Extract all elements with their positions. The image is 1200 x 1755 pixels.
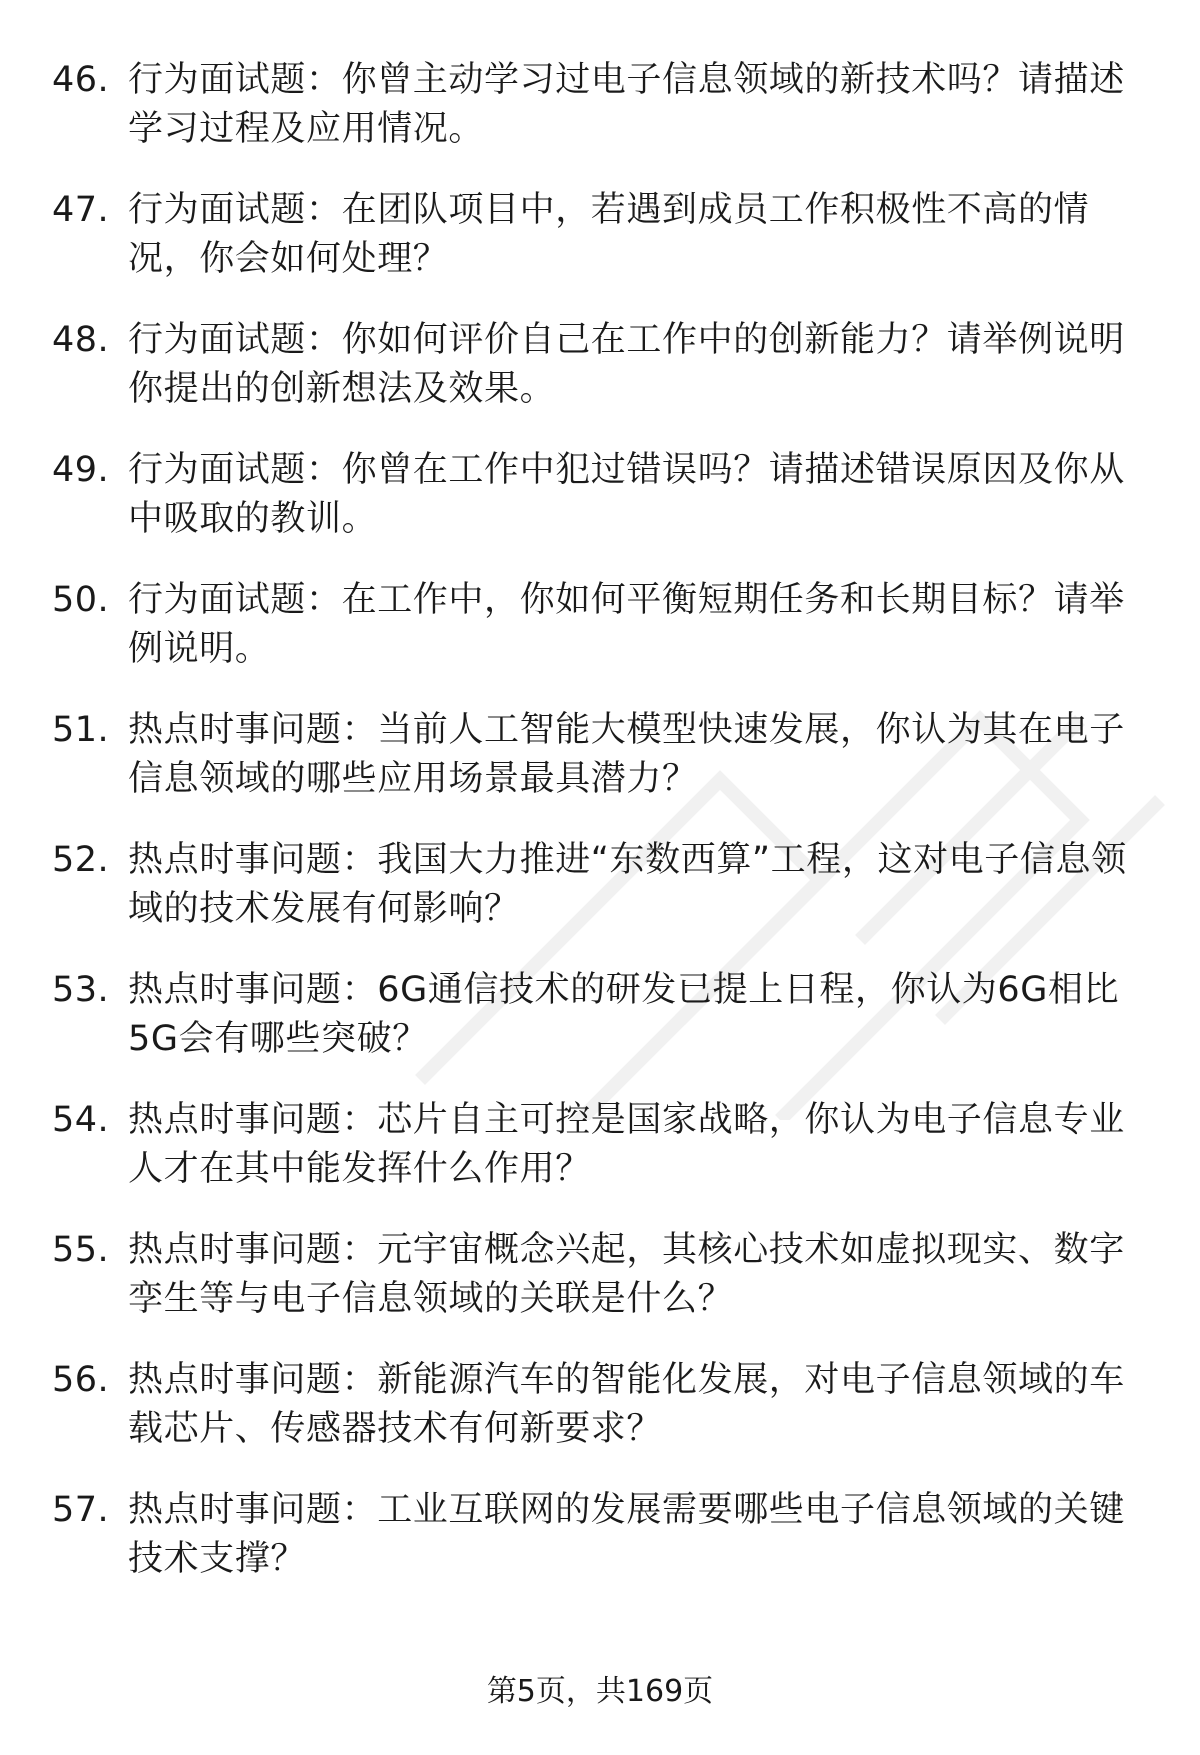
page-footer [0,1672,1200,1712]
question-number: 53. [52,970,110,1010]
question-text: 行为面试题：你如何评价自己在工作中的创新能力？请举例说明你提出的创新想法及效果。 [128,320,1125,409]
question-number: 55. [52,1230,110,1270]
question-text: 行为面试题：在团队项目中，若遇到成员工作积极性不高的情况，你会如何处理？ [128,190,1090,279]
question-item [0,56,1200,186]
question-text: 热点时事问题：6G通信技术的研发已提上日程，你认为6G相比5G会有哪些突破？ [128,970,1120,1059]
question-item [0,706,1200,836]
question-number: 52. [52,840,110,880]
question-text: 热点时事问题：芯片自主可控是国家战略，你认为电子信息专业人才在其中能发挥什么作用？ [128,1100,1125,1189]
question-item [0,316,1200,446]
question-text: 行为面试题：你曾在工作中犯过错误吗？请描述错误原因及你从中吸取的教训。 [128,450,1125,539]
question-number: 57. [52,1490,110,1530]
question-number: 54. [52,1100,110,1140]
question-text: 热点时事问题：当前人工智能大模型快速发展，你认为其在电子信息领域的哪些应用场景最具潜力？ [128,710,1125,799]
question-number: 51. [52,710,110,750]
question-number: 48. [52,320,110,360]
question-number: 56. [52,1360,110,1400]
question-number: 46. [52,60,110,100]
question-number: 50. [52,580,110,620]
question-list [0,56,1200,1616]
question-item [0,576,1200,706]
page-number-label: 第5页，共169页 [486,1674,714,1709]
question-item [0,186,1200,316]
question-item [0,446,1200,576]
question-number: 49. [52,450,110,490]
question-item [0,836,1200,966]
question-item [0,966,1200,1096]
question-text: 行为面试题：你曾主动学习过电子信息领域的新技术吗？请描述学习过程及应用情况。 [128,60,1125,149]
question-number: 47. [52,190,110,230]
question-text: 热点时事问题：新能源汽车的智能化发展，对电子信息领域的车载芯片、传感器技术有何新要求？ [128,1360,1125,1449]
question-text: 热点时事问题：我国大力推进“东数西算”工程，这对电子信息领域的技术发展有何影响？ [128,840,1127,929]
question-item [0,1096,1200,1226]
question-item [0,1226,1200,1356]
question-item [0,1486,1200,1616]
question-text: 行为面试题：在工作中，你如何平衡短期任务和长期目标？请举例说明。 [128,580,1125,669]
question-text: 热点时事问题：工业互联网的发展需要哪些电子信息领域的关键技术支撑？ [128,1490,1125,1579]
question-item [0,1356,1200,1486]
question-text: 热点时事问题：元宇宙概念兴起，其核心技术如虚拟现实、数字孪生等与电子信息领域的关联是什么？ [128,1230,1125,1319]
